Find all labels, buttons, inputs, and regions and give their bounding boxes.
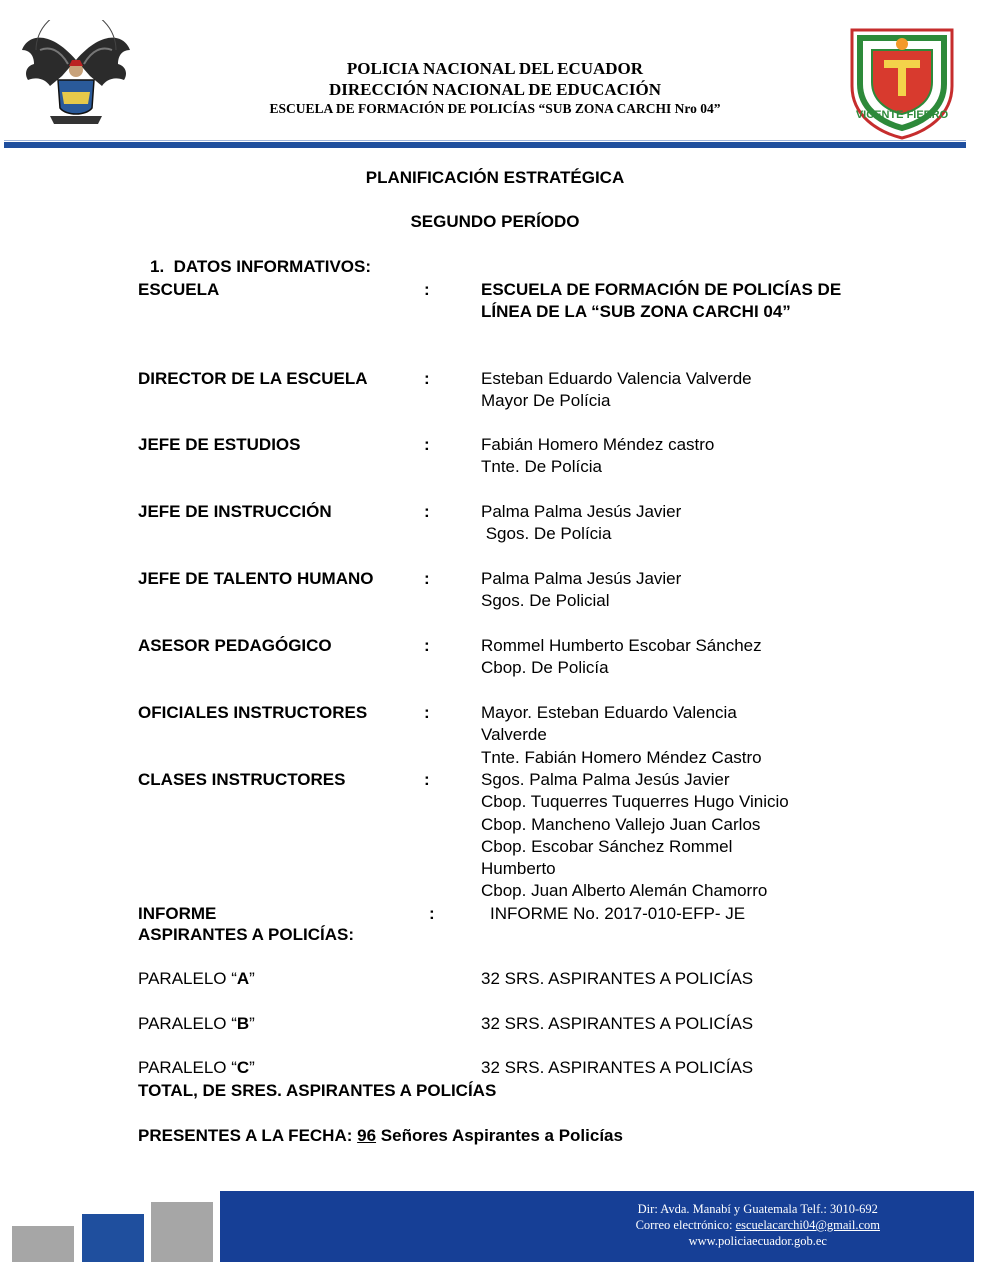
footer-contact — [636, 1201, 880, 1249]
field-value — [481, 368, 861, 413]
field-label: DIRECTOR DE LA ESCUELA — [138, 369, 368, 388]
page-subtitle: SEGUNDO PERÍODO — [410, 212, 580, 231]
paralelo-b-value: 32 SRS. ASPIRANTES A POLICÍAS — [481, 1014, 754, 1033]
value-line: Humberto — [481, 859, 556, 879]
footer-email-line: Correo electrónico: escuelacarchi04@gmail.com — [635, 1218, 880, 1232]
value-line: Mayor De Polícia — [481, 391, 611, 411]
page-title: PLANIFICACIÓN ESTRATÉGICA — [365, 168, 625, 187]
header-line-3: ESCUELA DE FORMACIÓN DE POLICÍAS “SUB ZONA CARCHI Nro 04” — [269, 101, 721, 116]
field-colon: : — [424, 280, 430, 299]
total-aspirantes: TOTAL, DE SRES. ASPIRANTES A POLICÍAS — [138, 1081, 497, 1100]
paralelo-b-label: PARALELO “B” — [138, 1014, 255, 1033]
footer-decor-square — [82, 1214, 144, 1262]
field-value — [481, 635, 861, 680]
footer-decor-square — [12, 1226, 74, 1262]
value-line: Palma Palma Jesús Javier — [481, 502, 682, 521]
field-label: JEFE DE TALENTO HUMANO — [138, 569, 374, 588]
field-value — [481, 769, 861, 903]
field-label: ASESOR PEDAGÓGICO — [138, 636, 332, 655]
value-line: Sgos. De Policial — [481, 591, 610, 611]
field-colon: : — [424, 435, 430, 454]
header-line-2: DIRECCIÓN NACIONAL DE EDUCACIÓN — [328, 80, 661, 99]
value-line: Cbop. Tuquerres Tuquerres Hugo Vinicio — [481, 792, 789, 812]
value-line: Palma Palma Jesús Javier — [481, 569, 682, 588]
section-label: DATOS INFORMATIVOS: — [173, 257, 372, 276]
value-line: Valverde — [481, 725, 547, 745]
field-colon: : — [424, 703, 430, 722]
paralelo-a-value: 32 SRS. ASPIRANTES A POLICÍAS — [481, 969, 754, 988]
field-value — [481, 434, 861, 479]
svg-text:VICENTE FIERRO: VICENTE FIERRO — [855, 109, 949, 121]
value-line: Mayor. Esteban Eduardo Valencia — [481, 703, 737, 722]
field-value: INFORME No. 2017-010-EFP- JE — [490, 904, 746, 923]
header-divider — [4, 142, 966, 148]
paralelo-a-label: PARALELO “A” — [138, 969, 255, 988]
field-colon: : — [424, 569, 430, 588]
footer-website[interactable]: www.policiaecuador.gob.ec — [688, 1234, 827, 1248]
value-line: Tnte. Fabián Homero Méndez Castro — [481, 747, 762, 767]
footer-decor-square — [151, 1202, 213, 1262]
footer-email-link[interactable]: escuelacarchi04@gmail.com — [735, 1218, 880, 1232]
police-eagle-emblem-logo — [20, 20, 132, 132]
presentes-a-la-fecha: PRESENTES A LA FECHA: 96 Señores Aspirantes a Policías — [138, 1126, 623, 1145]
value-line: Rommel Humberto Escobar Sánchez — [481, 636, 762, 655]
presentes-count: 96 — [357, 1126, 377, 1145]
footer-address: Dir: Avda. Manabí y Guatemala Telf.: 3010-692 — [637, 1202, 878, 1216]
paralelo-c-label: PARALELO “C” — [138, 1058, 255, 1077]
value-line: Cbop. Juan Alberto Alemán Chamorro — [481, 881, 768, 901]
header-divider-thin — [4, 140, 966, 141]
field-value — [481, 702, 861, 769]
field-label: INFORME — [138, 904, 217, 923]
section-number: 1. — [150, 257, 165, 276]
aspirantes-heading: ASPIRANTES A POLICÍAS: — [138, 925, 354, 944]
field-colon: : — [424, 770, 430, 789]
paralelo-c-value: 32 SRS. ASPIRANTES A POLICÍAS — [481, 1058, 754, 1077]
field-label: CLASES INSTRUCTORES — [138, 770, 346, 789]
field-colon: : — [424, 369, 430, 388]
value-line: Sgos. Palma Palma Jesús Javier — [481, 770, 730, 789]
value-line: Cbop. Mancheno Vallejo Juan Carlos — [481, 814, 761, 834]
field-label: JEFE DE INSTRUCCIÓN — [138, 502, 332, 521]
field-colon: : — [424, 636, 430, 655]
field-label: JEFE DE ESTUDIOS — [138, 435, 301, 454]
field-colon: : — [429, 904, 435, 923]
field-value — [481, 501, 861, 546]
value-line: Cbop. Escobar Sánchez Rommel — [481, 836, 733, 856]
value-line: Cbop. De Policía — [481, 658, 609, 678]
field-label: OFICIALES INSTRUCTORES — [138, 703, 368, 722]
field-value: ESCUELA DE FORMACIÓN DE POLICÍAS DE LÍNEA DE LA “SUB ZONA CARCHI 04” — [481, 280, 842, 322]
field-colon: : — [424, 502, 430, 521]
section-heading — [150, 257, 371, 277]
value-line: Fabián Homero Méndez castro — [481, 435, 715, 454]
value-line: Sgos. De Polícia — [481, 524, 612, 544]
vicente-fierro-institute-crest-logo — [846, 20, 958, 140]
value-line: Tnte. De Polícia — [481, 457, 602, 477]
header-line-1: POLICIA NACIONAL DEL ECUADOR — [346, 59, 644, 78]
institution-header — [150, 58, 840, 118]
value-line: Esteban Eduardo Valencia Valverde — [481, 369, 752, 388]
field-label: ESCUELA — [138, 280, 220, 299]
field-value — [481, 568, 861, 613]
